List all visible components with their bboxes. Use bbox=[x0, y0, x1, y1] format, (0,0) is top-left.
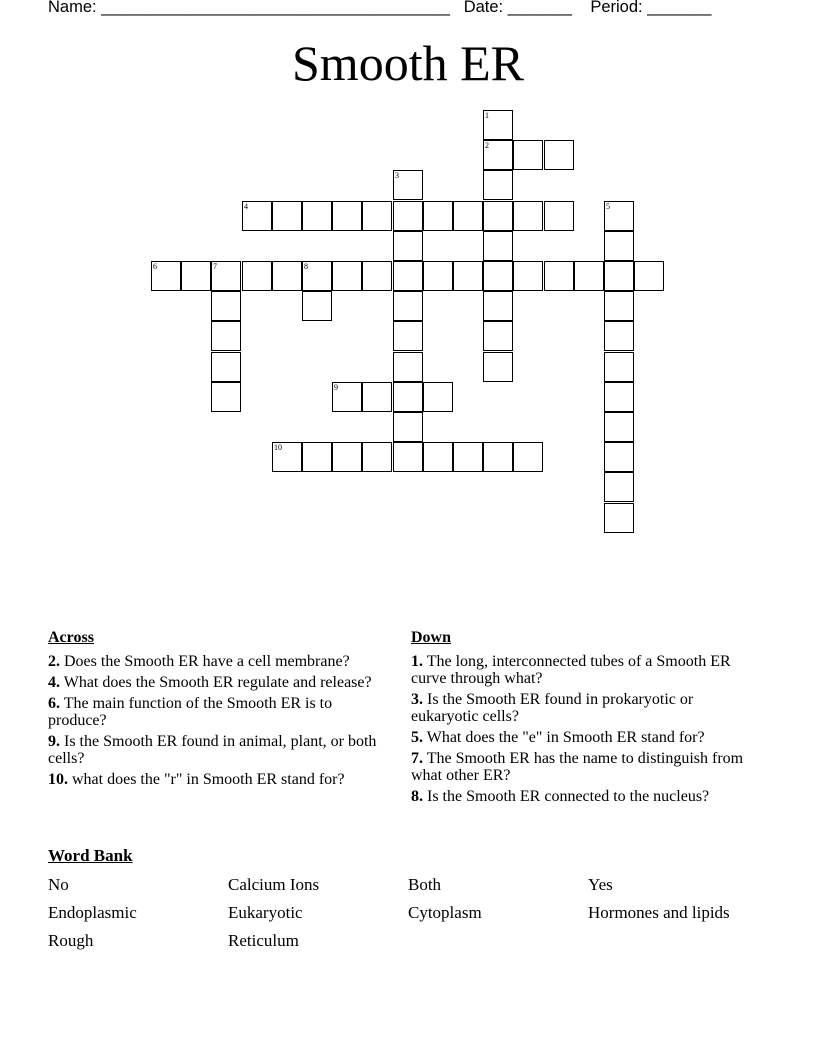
word-bank-item: Calcium Ions bbox=[228, 875, 320, 894]
clue-text: What does the "e" in Smooth ER stand for? bbox=[423, 729, 705, 746]
grid-cell[interactable] bbox=[604, 231, 634, 261]
clue-text: What does the Smooth ER regulate and release? bbox=[60, 674, 372, 691]
grid-cell[interactable] bbox=[393, 382, 423, 412]
across-clue bbox=[48, 733, 388, 767]
name-label: Name: bbox=[48, 0, 97, 16]
grid-cell[interactable] bbox=[423, 442, 453, 472]
clue-text: The Smooth ER has the name to distinguish from what other ER? bbox=[411, 750, 744, 784]
clue-number: 5 bbox=[606, 202, 610, 211]
clue-number: 6 bbox=[153, 262, 157, 271]
period-blank[interactable]: _______ bbox=[647, 0, 712, 16]
grid-cell[interactable] bbox=[483, 201, 513, 231]
grid-cell[interactable] bbox=[574, 261, 604, 291]
across-clues bbox=[48, 629, 388, 792]
across-clue bbox=[48, 653, 388, 670]
grid-cell[interactable] bbox=[393, 201, 423, 231]
clue-number: 1 bbox=[485, 111, 489, 120]
grid-cell[interactable] bbox=[181, 261, 211, 291]
down-clue bbox=[411, 653, 756, 687]
clue-number-label: 6. bbox=[48, 695, 60, 712]
grid-cell[interactable] bbox=[544, 261, 574, 291]
grid-cell[interactable] bbox=[272, 261, 302, 291]
grid-cell[interactable] bbox=[483, 261, 513, 291]
across-heading: Across bbox=[48, 629, 94, 646]
grid-cell[interactable] bbox=[393, 170, 423, 200]
grid-cell[interactable] bbox=[332, 201, 362, 231]
word-bank-item: Hormones and lipids bbox=[588, 903, 730, 922]
grid-cell[interactable] bbox=[362, 261, 392, 291]
grid-cell[interactable] bbox=[211, 291, 241, 321]
across-clue bbox=[48, 771, 388, 788]
grid-cell[interactable] bbox=[393, 442, 423, 472]
grid-cell[interactable] bbox=[483, 170, 513, 200]
grid-cell[interactable] bbox=[604, 503, 634, 533]
grid-cell[interactable] bbox=[483, 110, 513, 140]
word-bank-item: Eukaryotic bbox=[228, 903, 303, 922]
grid-cell[interactable] bbox=[332, 382, 362, 412]
grid-cell[interactable] bbox=[272, 442, 302, 472]
clue-text: what does the "r" in Smooth ER stand for? bbox=[68, 771, 345, 788]
grid-cell[interactable] bbox=[393, 231, 423, 261]
grid-cell[interactable] bbox=[513, 442, 543, 472]
down-clue-list bbox=[411, 653, 756, 805]
grid-cell[interactable] bbox=[483, 140, 513, 170]
grid-cell[interactable] bbox=[483, 442, 513, 472]
grid-cell[interactable] bbox=[242, 201, 272, 231]
clue-text: Does the Smooth ER have a cell membrane? bbox=[60, 653, 350, 670]
grid-cell[interactable] bbox=[242, 261, 272, 291]
clue-number-label: 10. bbox=[48, 771, 68, 788]
grid-cell[interactable] bbox=[604, 352, 634, 382]
down-clue bbox=[411, 750, 756, 784]
grid-cell[interactable] bbox=[332, 442, 362, 472]
clue-number: 2 bbox=[485, 141, 489, 150]
period-label: Period: bbox=[590, 0, 643, 16]
clue-number: 7 bbox=[213, 262, 217, 271]
grid-cell[interactable] bbox=[513, 201, 543, 231]
down-clues bbox=[411, 629, 756, 809]
across-clue bbox=[48, 695, 388, 729]
grid-cell[interactable] bbox=[393, 412, 423, 442]
clue-number-label: 2. bbox=[48, 653, 60, 670]
grid-cell[interactable] bbox=[513, 140, 543, 170]
grid-cell[interactable] bbox=[423, 382, 453, 412]
clue-number-label: 7. bbox=[411, 750, 423, 767]
page-title: Smooth ER bbox=[292, 35, 524, 91]
grid-cell[interactable] bbox=[302, 261, 332, 291]
grid-cell[interactable] bbox=[513, 261, 543, 291]
down-clue bbox=[411, 691, 756, 725]
clue-number: 9 bbox=[334, 383, 338, 392]
word-bank-item: Rough bbox=[48, 931, 94, 950]
grid-cell[interactable] bbox=[604, 201, 634, 231]
grid-cell[interactable] bbox=[302, 201, 332, 231]
word-bank-item: No bbox=[48, 875, 69, 894]
grid-cell[interactable] bbox=[423, 201, 453, 231]
grid-cell[interactable] bbox=[604, 321, 634, 351]
grid-cell[interactable] bbox=[393, 352, 423, 382]
grid-cell[interactable] bbox=[544, 201, 574, 231]
grid-cell[interactable] bbox=[151, 261, 181, 291]
word-bank-item: Reticulum bbox=[228, 931, 299, 950]
grid-cell[interactable] bbox=[302, 442, 332, 472]
grid-cell[interactable] bbox=[302, 291, 332, 321]
clue-number-label: 4. bbox=[48, 674, 60, 691]
clue-number: 10 bbox=[274, 443, 282, 452]
clue-text: Is the Smooth ER connected to the nucleus? bbox=[423, 788, 710, 805]
word-bank-heading: Word Bank bbox=[48, 846, 133, 865]
date-blank[interactable]: _______ bbox=[507, 0, 572, 16]
grid-cell[interactable] bbox=[453, 201, 483, 231]
grid-cell[interactable] bbox=[362, 382, 392, 412]
grid-cell[interactable] bbox=[211, 261, 241, 291]
grid-cell[interactable] bbox=[634, 261, 664, 291]
word-bank-item: Cytoplasm bbox=[408, 903, 482, 922]
down-clue bbox=[411, 729, 756, 746]
grid-cell[interactable] bbox=[393, 291, 423, 321]
grid-cell[interactable] bbox=[483, 291, 513, 321]
grid-cell[interactable] bbox=[393, 261, 423, 291]
clue-number: 8 bbox=[304, 262, 308, 271]
word-bank-item: Yes bbox=[588, 875, 613, 894]
clue-number-label: 8. bbox=[411, 788, 423, 805]
clue-text: The long, interconnected tubes of a Smooth ER curve through what? bbox=[411, 653, 731, 687]
grid-cell[interactable] bbox=[604, 261, 634, 291]
grid-cell[interactable] bbox=[544, 140, 574, 170]
clue-number-label: 3. bbox=[411, 691, 423, 708]
grid-cell[interactable] bbox=[483, 321, 513, 351]
clue-text: Is the Smooth ER found in animal, plant, or both cells? bbox=[48, 733, 377, 767]
clue-text: The main function of the Smooth ER is to produce? bbox=[48, 695, 333, 729]
grid-cell[interactable] bbox=[211, 382, 241, 412]
grid-cell[interactable] bbox=[604, 472, 634, 502]
grid-cell[interactable] bbox=[453, 442, 483, 472]
across-clue-list bbox=[48, 653, 388, 788]
grid-cell[interactable] bbox=[604, 291, 634, 321]
grid-cell[interactable] bbox=[272, 201, 302, 231]
grid-cell[interactable] bbox=[483, 352, 513, 382]
grid-cell[interactable] bbox=[393, 321, 423, 351]
down-heading: Down bbox=[411, 629, 452, 646]
clue-text: Is the Smooth ER found in prokaryotic or eukaryotic cells? bbox=[411, 691, 694, 725]
grid-cell[interactable] bbox=[362, 201, 392, 231]
clue-number-label: 5. bbox=[411, 729, 423, 746]
grid-cell[interactable] bbox=[604, 382, 634, 412]
grid-cell[interactable] bbox=[483, 231, 513, 261]
grid-cell[interactable] bbox=[604, 412, 634, 442]
word-bank-item: Endoplasmic bbox=[48, 903, 137, 922]
word-bank-item: Both bbox=[408, 875, 442, 894]
grid-cell[interactable] bbox=[332, 261, 362, 291]
clue-number: 4 bbox=[244, 202, 248, 211]
across-clue bbox=[48, 674, 388, 691]
clue-number-label: 9. bbox=[48, 733, 60, 750]
clue-number: 3 bbox=[395, 171, 399, 180]
grid-cell[interactable] bbox=[211, 321, 241, 351]
down-clue bbox=[411, 788, 756, 805]
clue-number-label: 1. bbox=[411, 653, 423, 670]
grid-cell[interactable] bbox=[211, 352, 241, 382]
date-label: Date: bbox=[463, 0, 504, 16]
grid-cell[interactable] bbox=[453, 261, 483, 291]
grid-cell[interactable] bbox=[423, 261, 453, 291]
grid-cell[interactable] bbox=[604, 442, 634, 472]
grid-cell[interactable] bbox=[362, 442, 392, 472]
name-blank[interactable]: ______________________________________ bbox=[101, 0, 450, 16]
